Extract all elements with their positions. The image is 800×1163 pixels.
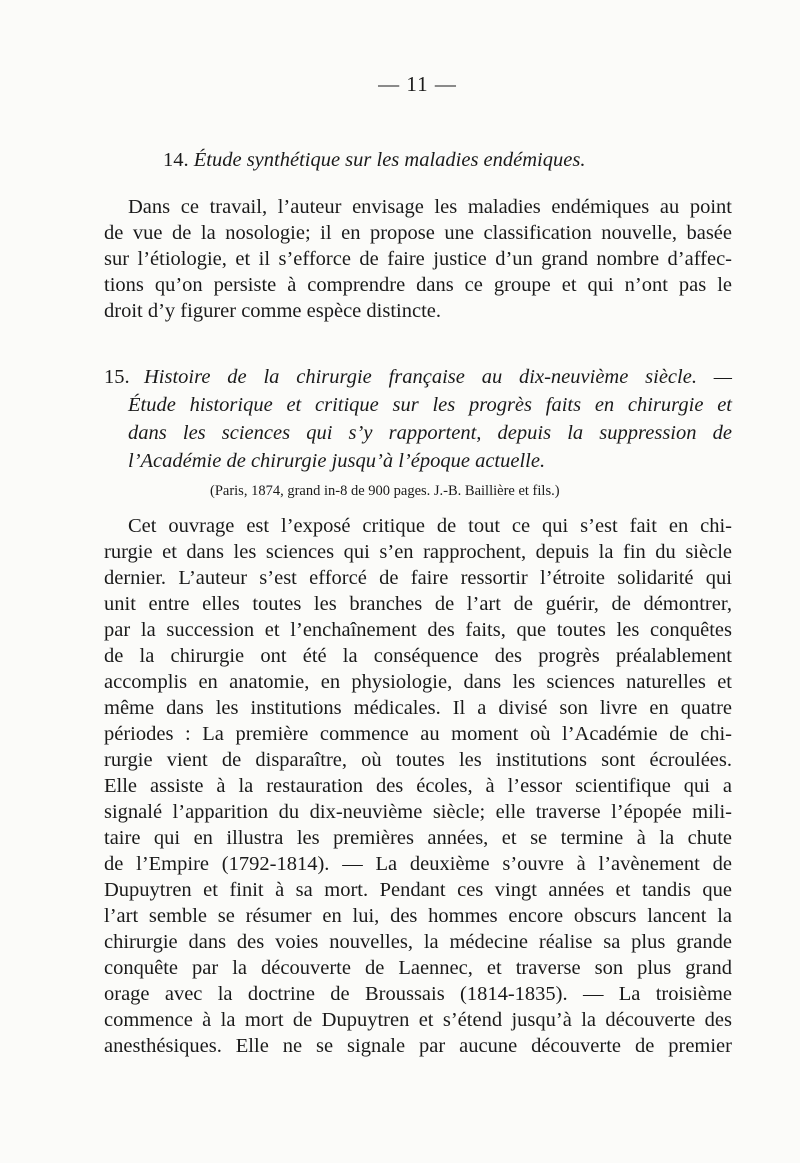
section-15-body-line: signalé l’apparition du dix-neuvième siècle; elle traverse l’épopée mili- [104, 801, 732, 823]
section-14-body-line: sur l’étiologie, et il s’efforce de faire justice d’un grand nombre d’affec- [104, 248, 732, 270]
section-14-body-line: Dans ce travail, l’auteur envisage les maladies endémiques au point [128, 196, 732, 218]
section-15-body-line: conquête par la découverte de Laennec, et traverse son plus grand [104, 957, 732, 979]
section-15-number: 15. [104, 366, 130, 388]
section-15-heading-line [104, 364, 732, 390]
section-14-body-line: droit d’y figurer comme espèce distincte. [104, 300, 441, 322]
section-15-body-line: Cet ouvrage est l’exposé critique de tout ce qui s’est fait en chi- [128, 515, 732, 537]
section-15-body-line: rurgie et dans les sciences qui s’en rapprochent, depuis la fin du siècle [104, 541, 732, 563]
section-15-body-line: de la chirurgie ont été la conséquence des progrès préalablement [104, 645, 732, 667]
section-15-body-line: de l’Empire (1792-1814). — La deuxième s’ouvre à l’avènement de [104, 853, 732, 875]
section-15-body-line: unit entre elles toutes les branches de l’art de guérir, de démontrer, [104, 593, 732, 615]
section-15-body-line: l’art semble se résumer en lui, des hommes encore obscurs lancent la [104, 905, 732, 927]
section-15-title-line: l’Académie de chirurgie jusqu’à l’époque actuelle. [128, 450, 546, 472]
section-15-body-line: périodes : La première commence au moment où l’Académie de chi- [104, 723, 732, 745]
section-14-body-line: de vue de la nosologie; il en propose une classification nouvelle, basée [104, 222, 732, 244]
page-number: — 11 — [378, 72, 457, 96]
section-15-body-line: orage avec la doctrine de Broussais (1814-1835). — La troisième [104, 983, 732, 1005]
section-15-title-line: Étude historique et critique sur les progrès faits en chirurgie et [128, 394, 732, 416]
section-15-title-line: Histoire de la chirurgie française au dix-neuvième siècle. — [144, 366, 732, 388]
section-15-body-line: dernier. L’auteur s’est efforcé de faire ressortir l’étroite solidarité qui [104, 567, 732, 589]
section-15-body-line: anesthésiques. Elle ne se signale par aucune découverte de premier [104, 1035, 732, 1057]
section-15-body-line: même dans les institutions médicales. Il a divisé son livre en quatre [104, 697, 732, 719]
section-14-body-line: tions qu’on persiste à comprendre dans ce groupe et qui n’ont pas le [104, 274, 732, 296]
section-15-imprint: (Paris, 1874, grand in-8 de 900 pages. J.-B. Baillière et fils.) [210, 483, 560, 499]
section-15-body-line: Elle assiste à la restauration des écoles, à l’essor scientifique qui a [104, 775, 732, 797]
section-14-title: Étude synthétique sur les maladies endémiques. [193, 149, 586, 171]
section-14-heading [163, 147, 585, 173]
section-15-title-line: dans les sciences qui s’y rapportent, depuis la suppression de [128, 422, 732, 444]
section-15-body-line: taire qui en illustra les premières années, et se termine à la chute [104, 827, 732, 849]
section-15-body-line: commence à la mort de Dupuytren et s’étend jusqu’à la découverte des [104, 1009, 732, 1031]
section-15-body-line: accomplis en anatomie, en physiologie, dans les sciences naturelles et [104, 671, 732, 693]
section-15-body-line: par la succession et l’enchaînement des faits, que toutes les conquêtes [104, 619, 732, 641]
section-14-number: 14. [163, 149, 189, 171]
section-15-body-line: chirurgie dans des voies nouvelles, la médecine réalise sa plus grande [104, 931, 732, 953]
section-15-body-line: rurgie vient de disparaître, où toutes les institutions sont écroulées. [104, 749, 732, 771]
section-15-body-line: Dupuytren et finit à sa mort. Pendant ces vingt années et tandis que [104, 879, 732, 901]
